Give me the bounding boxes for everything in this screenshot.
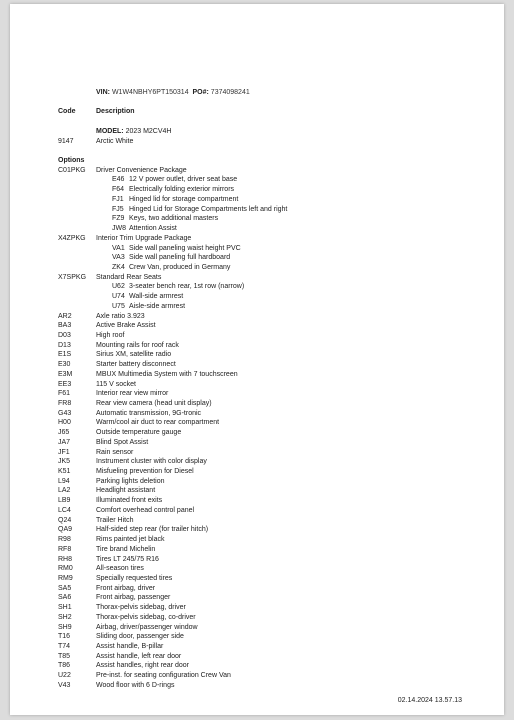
option-description: Pre-inst. for seating configuration Crew Van [96,672,231,680]
sub-item-description: 12 V power outlet, driver seat base [129,176,238,184]
option-description: Assist handles, right rear door [96,662,189,670]
option-description: Sirius XM, satellite radio [96,351,172,359]
option-code: C01PKG [58,166,86,174]
option-row [58,467,498,477]
sub-item-description: Side wall paneling full hardboard [129,254,231,262]
option-description: Standard Rear Seats [96,273,162,281]
option-row [58,603,498,613]
option-code: RF8 [58,545,72,553]
option-code: JK5 [58,458,71,466]
option-row [58,321,498,331]
code-column-header: Code [58,108,76,116]
sub-item-description: Keys, two additional masters [129,215,219,223]
sub-item-code: JW8 [112,225,126,233]
model-value: 2023 M2CV4H [125,127,172,135]
package-sub-item [58,185,498,195]
vin-value: W1W4NBHY6PT150314 [111,89,189,96]
sub-item-code: E46 [112,176,125,184]
option-row [58,584,498,594]
package-sub-item [58,175,498,185]
po-label: PO#: [192,89,209,96]
option-row [58,341,498,351]
package-sub-item [58,195,498,205]
option-row [58,438,498,448]
option-description: Front airbag, driver [96,584,156,592]
option-description: Rain sensor [96,448,134,456]
option-row [58,661,498,671]
option-row [58,457,498,467]
option-description: Specially requested tires [96,574,173,582]
model-label: MODEL: [96,127,124,135]
option-code: F61 [58,390,71,398]
option-row [58,516,498,526]
option-code: T16 [58,633,71,641]
option-description: Tires LT 245/75 R16 [96,555,159,563]
option-row [58,564,498,574]
description-column-header: Description [96,108,135,116]
option-row [58,613,498,623]
option-description: Warm/cool air duct to rear compartment [96,419,220,427]
vin-label: VIN: [96,89,110,96]
option-code: SA6 [58,594,72,602]
option-description: Outside temperature gauge [96,429,182,437]
column-headers [58,107,498,117]
option-row [58,428,498,438]
option-row [58,671,498,681]
package-sub-item [58,214,498,224]
option-description: Instrument cluster with color display [96,458,207,466]
option-row [58,380,498,390]
paint-code: 9147 [58,137,74,145]
option-code: D03 [58,331,71,339]
option-code: RH8 [58,555,73,563]
option-code: E1S [58,351,72,359]
option-description: Headlight assistant [96,487,156,495]
option-row [58,350,498,360]
option-code: LC4 [58,506,71,514]
option-row [58,593,498,603]
option-code: T74 [58,642,71,650]
option-description: Rear view camera (head unit display) [96,400,212,407]
option-code: L94 [58,477,70,485]
option-row [58,448,498,458]
option-code: G43 [58,409,72,417]
option-row [58,574,498,584]
package-sub-item [58,205,498,215]
option-code: LB9 [58,497,71,505]
option-code: QA9 [58,526,73,534]
package-sub-item [58,244,498,254]
paint-description: Arctic White [96,137,134,145]
option-description: Interior rear view mirror [96,390,169,398]
options-list [58,166,498,691]
option-code: RM0 [58,565,73,573]
option-row [58,506,498,516]
option-code: Q24 [58,516,72,524]
option-code: SH1 [58,604,72,612]
option-description: Tire brand Michelin [96,545,156,553]
option-description: Misfueling prevention for Diesel [96,468,194,476]
option-code: K51 [58,468,71,476]
option-description: Sliding door, passenger side [96,633,184,641]
option-code: T85 [58,652,71,660]
option-code: R98 [58,536,71,544]
sub-item-description: Electrically folding exterior mirrors [129,186,235,194]
option-row [58,652,498,662]
option-code: EE3 [58,380,72,388]
option-row [58,409,498,419]
sub-item-code: U62 [112,283,125,291]
option-row [58,496,498,506]
option-description: Thorax-pelvis sidebag, co-driver [96,613,196,621]
option-row [58,234,498,244]
sub-item-description: Aisle-side armrest [129,302,186,310]
option-description: Automatic transmission, 9G-tronic [96,409,202,417]
sub-item-code: U74 [112,293,125,301]
package-sub-item [58,253,498,263]
option-row [58,623,498,633]
option-description: Comfort overhead control panel [96,506,195,514]
option-row [58,312,498,322]
sub-item-code: FZ9 [112,215,125,223]
option-row [58,477,498,487]
option-row [58,642,498,652]
option-row [58,360,498,370]
option-description: MBUX Multimedia System with 7 touchscreen [96,370,238,378]
sub-item-description: Attention Assist [129,225,177,233]
option-code: FR8 [58,400,72,407]
option-description: Thorax-pelvis sidebag, driver [96,604,186,612]
option-code: SH9 [58,623,72,631]
option-row [58,166,498,176]
option-row [58,370,498,380]
option-code: SA5 [58,584,72,592]
option-description: Assist handle, B-pillar [96,642,164,650]
option-code: J65 [58,429,70,437]
option-code: U22 [58,672,71,680]
option-row [58,273,498,283]
options-heading-row [58,156,498,166]
option-code: BA3 [58,322,72,330]
option-row [58,535,498,545]
sub-item-code: FJ1 [112,195,124,203]
paint-line [58,137,498,147]
po-value: 7374098241 [210,89,250,96]
option-description: Assist handle, left rear door [96,652,182,660]
option-description: Half-sided step rear (for trailer hitch) [96,526,209,534]
option-description: Blind Spot Assist [96,438,149,446]
option-description: Illuminated front exits [96,497,163,505]
option-code: D13 [58,341,71,349]
option-description: 115 V socket [96,380,136,388]
sub-item-code: F64 [112,186,125,194]
sub-item-description: Wall-side armrest [129,293,184,301]
option-description: Active Brake Assist [96,322,156,330]
vin-line [58,88,498,98]
model-line [58,127,498,137]
option-code: V43 [58,681,71,689]
print-timestamp: 02.14.2024 13.57.13 [397,697,462,704]
option-description: Parking lights deletion [96,477,165,485]
sub-item-description: Crew Van, produced in Germany [129,263,231,271]
options-heading: Options [58,157,85,165]
option-row [58,555,498,565]
option-code: JF1 [58,448,70,456]
option-description: Rims painted jet black [96,536,165,544]
order-listing [58,88,498,691]
sub-item-code: FJ5 [112,205,124,213]
option-row [58,399,498,409]
option-code: E30 [58,361,71,369]
option-row [58,525,498,535]
sub-item-code: U75 [112,302,125,310]
sub-item-description: Hinged lid for storage compartment [129,195,239,203]
package-sub-item [58,292,498,302]
option-row [58,681,498,691]
option-code: LA2 [58,487,71,495]
option-code: JA7 [58,438,71,446]
sub-item-code: VA1 [112,244,125,252]
option-row [58,331,498,341]
sub-item-description: Hinged Lid for Storage Compartments left and right [129,205,288,213]
option-code: RM9 [58,574,73,582]
option-row [58,418,498,428]
option-description: Trailer Hitch [96,516,134,524]
package-sub-item [58,282,498,292]
option-row [58,632,498,642]
option-description: Wood floor with 6 D-rings [96,681,175,689]
option-description: Front airbag, passenger [96,594,171,602]
sub-item-description: Side wall paneling waist height PVC [129,244,241,252]
option-description: Starter battery disconnect [96,361,176,369]
option-row [58,486,498,496]
sub-item-code: VA3 [112,254,125,262]
option-code: T86 [58,662,71,670]
option-row [58,545,498,555]
option-code: AR2 [58,312,72,320]
option-code: E3M [58,370,73,378]
option-code: H00 [58,419,71,427]
option-description: All-season tires [96,565,144,573]
option-description: Airbag, driver/passenger window [96,623,198,631]
package-sub-item [58,263,498,273]
package-sub-item [58,302,498,312]
option-description: High roof [96,331,125,339]
sub-item-description: 3-seater bench rear, 1st row (narrow) [129,283,245,291]
option-description: Mounting rails for roof rack [96,341,179,349]
option-description: Axle ratio 3.923 [96,312,145,320]
option-description: Driver Convenience Package [96,166,187,174]
sub-item-code: ZK4 [112,263,125,271]
package-sub-item [58,224,498,234]
option-description: Interior Trim Upgrade Package [96,234,192,242]
option-code: X4ZPKG [58,234,86,242]
option-code: X7SPKG [58,273,87,281]
option-row [58,389,498,399]
option-code: SH2 [58,613,72,621]
document-page [10,4,504,715]
